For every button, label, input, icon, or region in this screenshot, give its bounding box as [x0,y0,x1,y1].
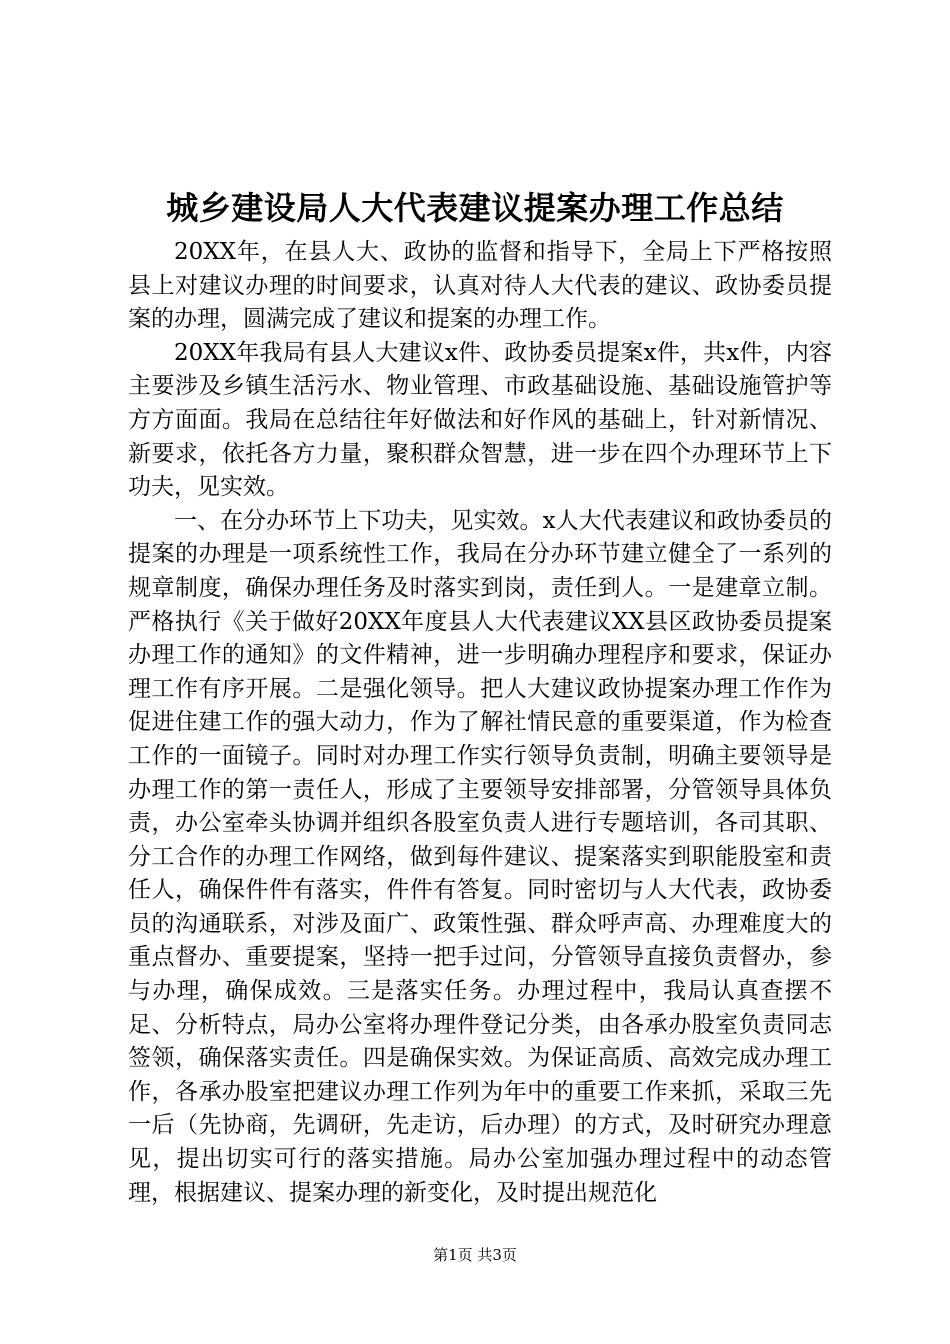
paragraph-section-one: 一、在分办环节上下功夫，见实效。x人大代表建议和政协委员的提案的办理是一项系统性工作，我局在分办环节建立健全了一系列的规章制度，确保办理任务及时落实到岗，责任到人。一是建章立制。严格执行《关于做好20XX年度县人大代表建议XX县区政协委员提案办理工作的通知》的文件精神，进一步明确办理程序和要求，保证办理工作有序开展。二是强化领导。把人大建议政协提案办理工作作为促进住建工作的强大动力，作为了解社情民意的重要渠道，作为检查工作的一面镜子。同时对办理工作实行领导负责制，明确主要领导是办理工作的第一责任人，形成了主要领导安排部署，分管领导具体负责，办公室牵头协调并组织各股室负责人进行专题培训，各司其职、分工合作的办理工作网络，做到每件建议、提案落实到职能股室和责任人，确保件件有落实，件件有答复。同时密切与人大代表，政协委员的沟通联系，对涉及面广、政策性强、群众呼声高、办理难度大的重点督办、重要提案，坚持一把手过问，分管领导直接负责督办，参与办理，确保成效。三是落实任务。办理过程中，我局认真查摆不足、分析特点，局办公室将办理件登记分类，由各承办股室负责同志签领，确保落实责任。四是确保实效。为保证高质、高效完成办理工作，各承办股室把建议办理工作列为年中的重要工作来抓，采取三先一后（先协商，先调研，先走访，后办理）的方式，及时研究办理意见，提出切实可行的落实措施。局办公室加强办理过程中的动态管理，根据建议、提案办理的新变化，及时提出规范化 [128,507,832,1206]
page-number-footer: 第1页 共3页 [433,1246,517,1264]
document-title: 城乡建设局人大代表建议提案办理工作总结 [166,189,784,227]
document-body [128,236,832,1210]
paragraph-overview: 20XX年我局有县人大建议x件、政协委员提案x件，共x件，内容主要涉及乡镇生活污水、物业管理、市政基础设施、基础设施管护等方方面面。我局在总结往年好做法和好作风的基础上，针对新情况、新要求，依托各方力量，聚积群众智慧，进一步在四个办理环节上下功夫，见实效。 [128,339,832,501]
paragraph-intro: 20XX年，在县人大、政协的监督和指导下，全局上下严格按照县上对建议办理的时间要求，认真对待人大代表的建议、政协委员提案的办理，圆满完成了建议和提案的办理工作。 [128,239,832,333]
